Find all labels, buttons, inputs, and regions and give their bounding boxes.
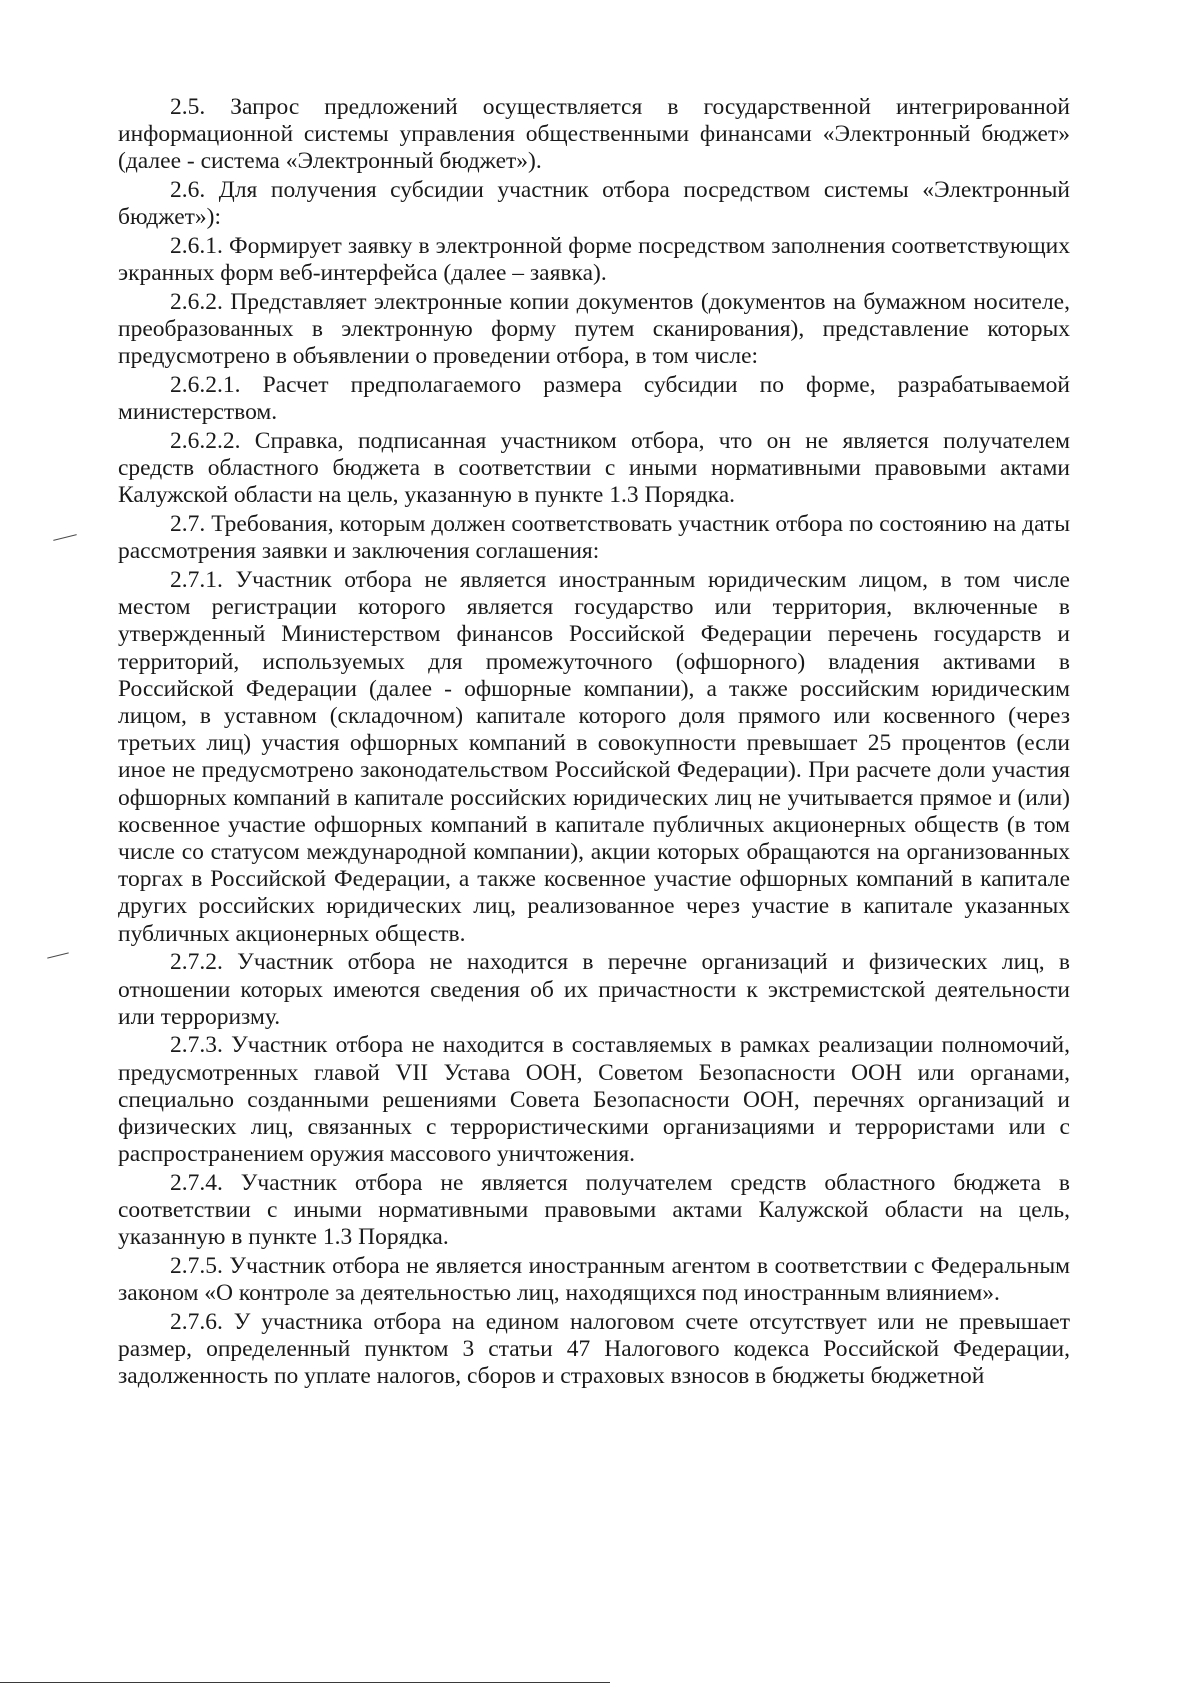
paragraph-2-7-3: 2.7.3. Участник отбора не находится в составляемых в рамках реализации полномочий, предусмотренных главой VII Устава ООН, Советом Безопасности ООН или органами, специально созданными решениями Совета Безопасности ООН, перечнях организаций и физических лиц, связанных с террористическими организациями и террористами или с распространением оружия массового уничтожения.	[118, 1032, 1070, 1168]
paragraph-2-7-1: 2.7.1. Участник отбора не является иностранным юридическим лицом, в том числе местом регистрации которого является государство или территория, включенные в утвержденный Министерством финансов Российской Федерации перечень государств и территорий, используемых для промежуточного (офшорного) владения активами в Российской Федерации (далее - офшорные компании), а также российским юридическим лицом, в уставном (складочном) капитале которого доля прямого или косвенного (через третьих лиц) участия офшорных компаний в совокупности превышает 25 процентов (если иное не предусмотрено законодательством Российской Федерации). При расчете доли участия офшорных компаний в капитале российских юридических лиц не учитывается прямое и (или) косвенное участие офшорных компаний в капитале публичных акционерных обществ (в том числе со статусом международной компании), акции которых обращаются на организованных торгах в Российской Федерации, а также косвенное участие офшорных компаний в капитале других российских юридических лиц, реализованное через участие в капитале указанных публичных акционерных обществ.	[118, 566, 1070, 947]
paragraph-2-7-6: 2.7.6. У участника отбора на едином налоговом счете отсутствует или не превышает размер, определенный пунктом 3 статьи 47 Налогового кодекса Российской Федерации, задолженность по уплате налогов, сборов и страховых взносов в бюджеты бюджетной	[118, 1308, 1070, 1390]
margin-scan-mark-bottom	[47, 952, 69, 958]
paragraph-2-5: 2.5. Запрос предложений осуществляется в государственной интегрированной информационной системы управления общественными финансами «Электронный бюджет» (далее - система «Электронный бюджет»).	[118, 94, 1070, 175]
paragraph-2-7: 2.7. Требования, которым должен соответствовать участник отбора по состоянию на даты рассмотрения заявки и заключения соглашения:	[118, 511, 1070, 565]
paragraph-2-7-2: 2.7.2. Участник отбора не находится в перечне организаций и физических лиц, в отношении которых имеются сведения об их причастности к экстремистской деятельности или терроризму.	[118, 949, 1070, 1030]
footnote-separator-line	[0, 1682, 610, 1683]
document-body	[118, 94, 1070, 1391]
paragraph-2-6-1: 2.6.1. Формирует заявку в электронной форме посредством заполнения соответствующих экранных форм веб-интерфейса (далее – заявка).	[118, 233, 1070, 287]
paragraph-2-6-2-2: 2.6.2.2. Справка, подписанная участником отбора, что он не является получателем средств областного бюджета в соответствии с иными нормативными правовыми актами Калужской области на цель, указанную в пункте 1.3 Порядка.	[118, 427, 1070, 509]
paragraph-2-6-2: 2.6.2. Представляет электронные копии документов (документов на бумажном носителе, преобразованных в электронную форму путем сканирования), представление которых предусмотрено в объявлении о проведении отбора, в том числе:	[118, 288, 1070, 370]
margin-scan-mark-top	[53, 534, 77, 541]
paragraph-2-6-2-1: 2.6.2.1. Расчет предполагаемого размера субсидии по форме, разрабатываемой министерством.	[118, 372, 1070, 426]
paragraph-2-7-4: 2.7.4. Участник отбора не является получателем средств областного бюджета в соответствии с иными нормативными правовыми актами Калужской области на цель, указанную в пункте 1.3 Порядка.	[118, 1169, 1070, 1251]
paragraph-2-7-5: 2.7.5. Участник отбора не является иностранным агентом в соответствии с Федеральным законом «О контроле за деятельностью лиц, находящихся под иностранным влиянием».	[118, 1253, 1070, 1307]
paragraph-2-6: 2.6. Для получения субсидии участник отбора посредством системы «Электронный бюджет»):	[118, 177, 1070, 231]
